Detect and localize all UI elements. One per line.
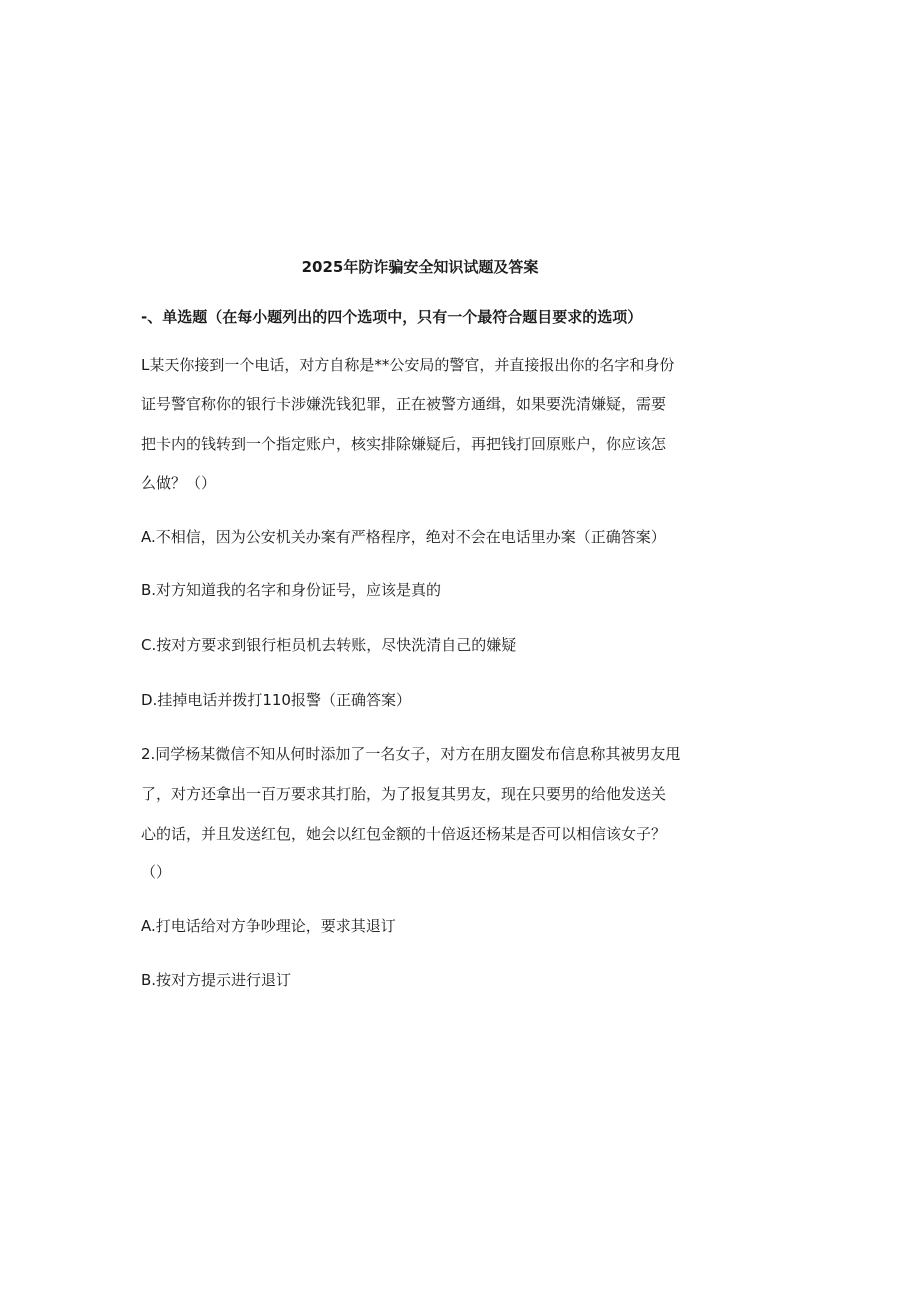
question-1-stem-line-4: 么做？（） bbox=[141, 474, 217, 492]
question-1-option-d: D.挂掉电话并拨打110报警（正确答案） bbox=[141, 691, 411, 709]
question-2-option-a: A.打电话给对方争吵理论，要求其退订 bbox=[141, 917, 396, 935]
question-2-stem-line-4: （） bbox=[141, 863, 172, 881]
question-2-option-b: B.按对方提示进行退订 bbox=[141, 971, 292, 989]
question-2-stem-line-3: 心的话，并且发送红包，她会以红包金额的十倍返还杨某是否可以相信该女子？ bbox=[141, 825, 667, 843]
question-1-option-a: A.不相信，因为公安机关办案有严格程序，绝对不会在电话里办案（正确答案） bbox=[141, 528, 666, 546]
question-2-stem-line-1: 2.同学杨某微信不知从何时添加了一名女子，对方在朋友圈发布信息称其被男友甩 bbox=[141, 745, 681, 763]
section-heading: -、单选题（在每小题列出的四个选项中，只有一个最符合题目要求的选项） bbox=[141, 308, 643, 326]
question-1-option-b: B.对方知道我的名字和身份证号，应该是真的 bbox=[141, 581, 442, 599]
question-2-stem-line-2: 了，对方还拿出一百万要求其打胎，为了报复其男友，现在只要男的给他发送关 bbox=[141, 785, 667, 803]
question-1-stem-line-2: 证号警官称你的银行卡涉嫌洗钱犯罪，正在被警方通缉，如果要洗清嫌疑，需要 bbox=[141, 395, 667, 413]
question-1-stem-line-1: L某天你接到一个电话，对方自称是**公安局的警官，并直接报出你的名字和身份 bbox=[141, 356, 675, 374]
question-1-option-c: C.按对方要求到银行柜员机去转账，尽快洗清自己的嫌疑 bbox=[141, 636, 517, 654]
document-title: 2025年防诈骗安全知识试题及答案 bbox=[301, 258, 539, 276]
question-1-stem-line-3: 把卡内的钱转到一个指定账户，核实排除嫌疑后，再把钱打回原账户，你应该怎 bbox=[141, 435, 667, 453]
